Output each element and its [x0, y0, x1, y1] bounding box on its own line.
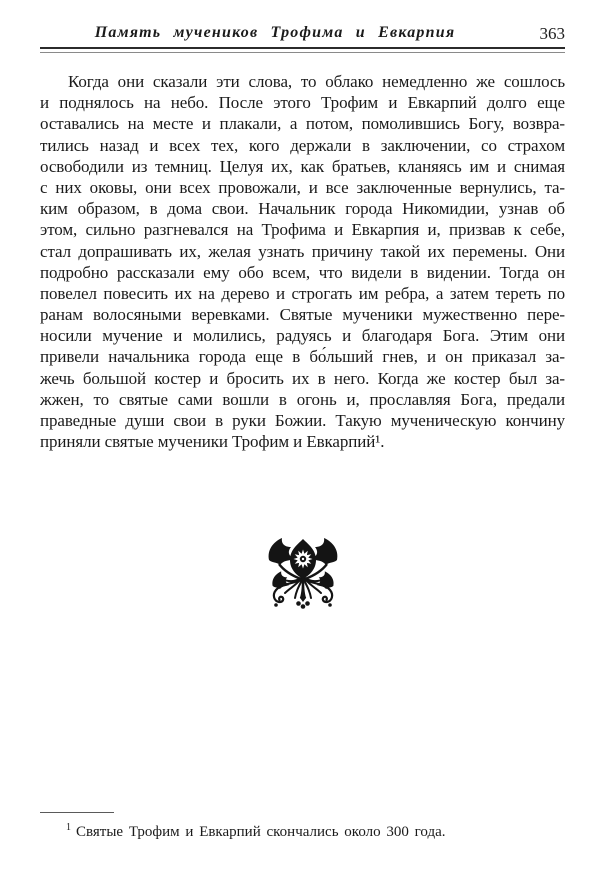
body-text-line: жечь большой костер и бросить их в него. Когда же костер был за-: [40, 368, 565, 388]
floral-fleuron-ornament-icon: [265, 536, 341, 610]
page-header: [40, 24, 565, 46]
body-text-line: приняли святые мученики Трофим и Евкарпий¹.: [40, 432, 385, 452]
text-column: [40, 0, 565, 875]
running-title: Память мучеников Трофима и Евкарпия: [94, 24, 456, 41]
body-text: [40, 71, 565, 452]
footnote-text: Святые Трофим и Евкарпий скончались около 300 года.: [76, 824, 446, 840]
body-text-line: стал допрашивать их, желая узнать причину такой их перемены. Они: [40, 241, 565, 261]
body-text-line: жжен, то святые сами вошли в огонь и, прославляя Бога, предали: [40, 389, 565, 409]
body-text-line: Когда они сказали эти слова, то облако немедленно же сошлось: [68, 72, 565, 91]
body-text-line: этом, сильно разгневался на Трофима и Евкарпия и, призвав к себе,: [40, 220, 565, 240]
body-text-line: ким образом, в дома свои. Начальник города Никомидии, узнав об: [40, 199, 565, 219]
footnote: [40, 818, 565, 842]
body-text-line: повелел повесить их на дерево и строгать им ребра, а затем тереть по: [40, 283, 565, 303]
page-number: 363: [539, 24, 565, 43]
footnote-rule: [40, 812, 114, 813]
body-text-line: тились назад и всех тех, кого держали в заключении, со страхом: [40, 135, 565, 155]
footnote-marker: 1: [66, 822, 71, 833]
header-rule: [40, 47, 565, 53]
body-text-line: и поднялось на небо. После этого Трофим и Евкарпий долго еще: [40, 93, 565, 113]
body-text-line: подробно рассказали ему обо всем, что видели в видении. Тогда он: [40, 262, 565, 282]
body-text-line: праведные души свои в руки Божии. Такую мученическую кончину: [40, 411, 565, 430]
body-text-line: с них оковы, они всех провожали, и все заключенные вернулись, та-: [40, 177, 565, 197]
body-text-line: ранам волосяными веревками. Святые мученики мужественно пере-: [40, 305, 565, 325]
body-text-line: носили мучение и молились, радуясь и благодаря Бога. Этим они: [40, 326, 565, 346]
body-text-line: оставались на месте и плакали, а потом, помолившись Богу, возвра-: [40, 114, 565, 134]
body-text-line: привели начальника города еще в бо́льший гнев, и он приказал за-: [40, 347, 565, 367]
body-text-line: освободили из темниц. Целуя их, как братьев, кланяясь им и снимая: [40, 156, 565, 176]
